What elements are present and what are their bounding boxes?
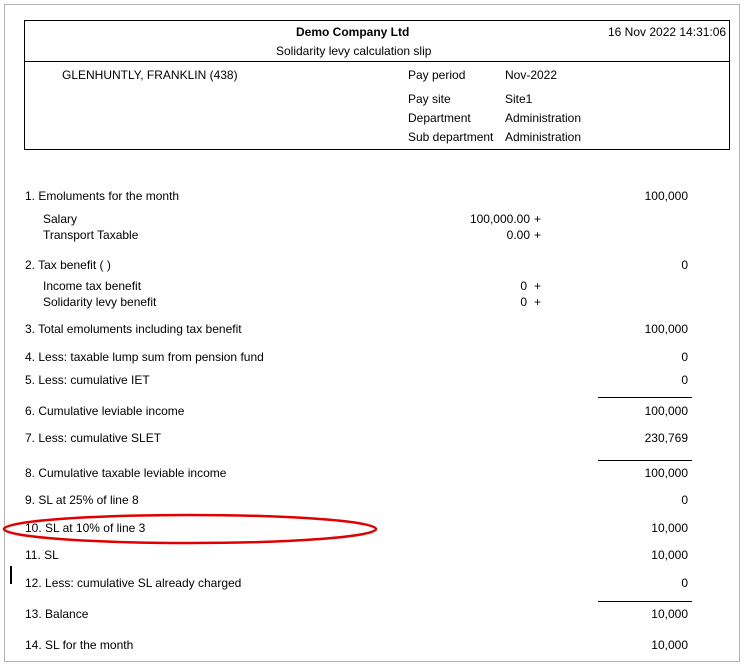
department-label: Department xyxy=(408,111,471,125)
income-tax-benefit-sign: + xyxy=(534,279,542,293)
sub-department-value: Administration xyxy=(505,130,582,144)
line-13-value: 10,000 xyxy=(651,607,688,621)
line-5-value: 0 xyxy=(681,373,688,387)
line-9-value: 0 xyxy=(681,493,688,507)
line-3-label: 3. Total emoluments including tax benefit xyxy=(25,322,242,336)
line-1-label: 1. Emoluments for the month xyxy=(25,189,180,203)
salary-sign: + xyxy=(534,212,542,226)
line-10-value: 10,000 xyxy=(651,521,688,535)
line-5-label: 5. Less: cumulative IET xyxy=(25,373,150,387)
line-13-label: 13. Balance xyxy=(25,607,89,621)
pay-period-value: Nov-2022 xyxy=(505,68,558,82)
line-7-value: 230,769 xyxy=(644,431,688,445)
pay-site-label: Pay site xyxy=(408,92,451,106)
solidarity-levy-benefit-amount: 0 xyxy=(520,295,527,309)
report-title: Solidarity levy calculation slip xyxy=(276,44,432,58)
line-12-value: 0 xyxy=(681,576,688,590)
line-10-label: 10. SL at 10% of line 3 xyxy=(25,521,146,535)
employee-name: GLENHUNTLY, FRANKLIN (438) xyxy=(62,68,238,82)
line-2-value: 0 xyxy=(681,258,688,272)
transport-label: Transport Taxable xyxy=(43,228,139,242)
line-6-label: 6. Cumulative leviable income xyxy=(25,404,185,418)
pay-period-label: Pay period xyxy=(408,68,466,82)
line-4-label: 4. Less: taxable lump sum from pension fund xyxy=(25,350,264,364)
transport-amount: 0.00 xyxy=(506,228,530,242)
line-4-value: 0 xyxy=(681,350,688,364)
line-11-label: 11. SL xyxy=(25,548,59,562)
line-2-label: 2. Tax benefit ( ) xyxy=(25,258,111,272)
line-3-value: 100,000 xyxy=(644,322,688,336)
line-14-value: 10,000 xyxy=(651,638,688,652)
income-tax-benefit-amount: 0 xyxy=(520,279,527,293)
line-8-value: 100,000 xyxy=(644,466,688,480)
line-8-label: 8. Cumulative taxable leviable income xyxy=(25,466,227,480)
pay-site-value: Site1 xyxy=(505,92,533,106)
line-9-label: 9. SL at 25% of line 8 xyxy=(25,493,139,507)
solidarity-levy-benefit-sign: + xyxy=(534,295,542,309)
line-12-label: 12. Less: cumulative SL already charged xyxy=(25,576,242,590)
line-7-label: 7. Less: cumulative SLET xyxy=(25,431,162,445)
line-6-value: 100,000 xyxy=(644,404,688,418)
salary-amount: 100,000.00 xyxy=(469,212,530,226)
income-tax-benefit-label: Income tax benefit xyxy=(43,279,142,293)
salary-label: Salary xyxy=(43,212,78,226)
highlight-ellipse xyxy=(4,515,376,543)
line-14-label: 14. SL for the month xyxy=(25,638,134,652)
solidarity-levy-benefit-label: Solidarity levy benefit xyxy=(43,295,157,309)
sub-department-label: Sub department xyxy=(408,130,494,144)
print-datetime: 16 Nov 2022 14:31:06 xyxy=(608,25,727,39)
line-11-value: 10,000 xyxy=(651,548,688,562)
company-name: Demo Company Ltd xyxy=(296,25,410,39)
line-1-value: 100,000 xyxy=(644,189,688,203)
transport-sign: + xyxy=(534,228,542,242)
department-value: Administration xyxy=(505,111,582,125)
